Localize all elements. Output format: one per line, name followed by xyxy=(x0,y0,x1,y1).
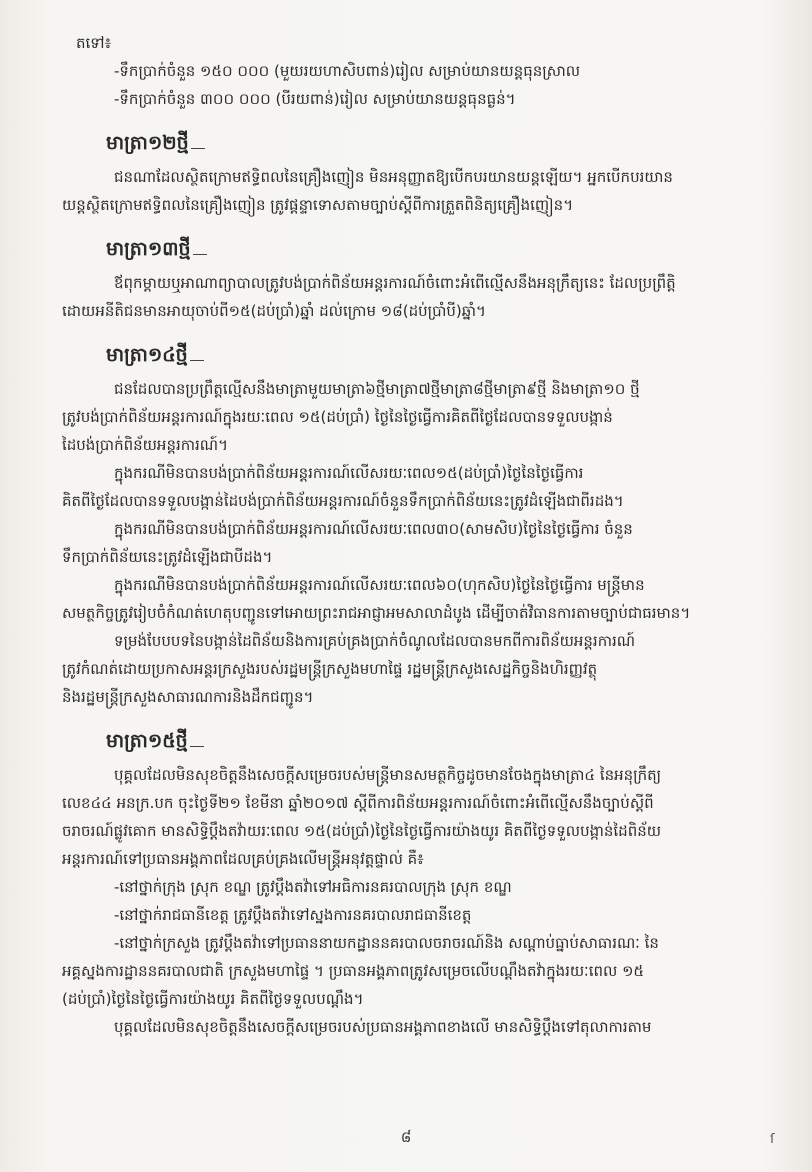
paragraph-line: ត្រូវបង់ប្រាក់ពិន័យអន្តរការណ៍ក្នុងរយៈពេល ១៥(ដប់ប្រាំ) ថ្ងៃនៃថ្ងៃធ្វើការគិតពីថ្ងៃដែលបានទទួលបង្កាន់ xyxy=(62,408,613,426)
paragraph-line: សមត្ថកិច្ចត្រូវរៀបចំកំណត់ហេតុបញ្ជូនទៅអោយព្រះរាជអាជ្ញាអមសាលាដំបូង ដើម្បីចាត់វិធានការតាមច្បាប់ជាធរមាន។ xyxy=(62,604,691,622)
paragraph-line: ទឹកប្រាក់ពិន័យនេះត្រូវដំឡើងជាបីដង។ xyxy=(62,548,273,566)
paragraph-line: -នៅថ្នាក់ក្រសួង ត្រូវប្តឹងតវ៉ាទៅប្រធាននាយកដ្ឋាននគរបាលចរាចរណ៍និង សណ្តាប់ធ្នាប់សាធារណៈ នៃ xyxy=(114,934,659,952)
paragraph-line: ជនដែលបានប្រព្រឹត្តល្មើសនឹងមាត្រាមួយមាត្រា៦ថ្មីមាត្រា៧ថ្មីមាត្រា៨ថ្មីមាត្រា៩ថ្មី និងមាត្រា១០ ថ្មី xyxy=(114,380,640,398)
heading-underline xyxy=(190,746,204,747)
bullet-item-2: -ទឹកប្រាក់ចំនួន ៣០០ ០០០ (បីរយពាន់)រៀល សម្រាប់យានយន្តធុនធ្ងន់។ xyxy=(114,90,516,108)
heading-underline xyxy=(191,148,205,149)
heading-underline xyxy=(190,360,204,361)
paragraph-line: ទម្រង់បែបបទនៃបង្កាន់ដៃពិន័យនិងការគ្រប់គ្រងប្រាក់ចំណូលដែលបានមកពីការពិន័យអន្តរការណ៍ xyxy=(114,632,636,650)
paragraph-line: បុគ្គលដែលមិនសុខចិត្តនឹងសេចក្តីសម្រេចរបស់មន្ត្រីមានសមត្ថកិច្ចដូចមានចែងក្នុងមាត្រា៤ នៃអនុក្រឹត្យ xyxy=(114,766,662,784)
document-body xyxy=(62,30,762,1042)
paragraph-line: ជនណាដែលស្ថិតក្រោមឥទ្ធិពលនៃគ្រឿងញៀន មិនអនុញ្ញាតឱ្យបើកបរយានយន្តឡើយ។ អ្នកបើកបរយាន xyxy=(114,168,673,186)
paragraph-line: ឪពុកម្តាយឬអាណាព្យាបាលត្រូវបង់ប្រាក់ពិន័យអន្តរការណ៍ចំពោះអំពើល្មើសនឹងអនុក្រឹត្យនេះ ដែលប្រព្រឹត្តិ xyxy=(114,274,676,292)
bullet-item-1: -ទឹកប្រាក់ចំនួន ១៥០ ០០០ (មួយរយហាសិបពាន់)រៀល សម្រាប់យានយន្តធុនស្រាល xyxy=(114,62,581,80)
paragraph-line: ក្នុងករណីមិនបានបង់ប្រាក់ពិន័យអន្តរការណ៍លើសរយៈពេល១៥(ដប់ប្រាំ)ថ្ងៃនៃថ្ងៃធ្វើការ xyxy=(114,464,584,482)
page-number: ៨ xyxy=(400,1128,412,1146)
paragraph-line: និងរដ្ឋមន្ត្រីក្រសួងសាធារណការនិងដឹកជញ្ជូន។ xyxy=(62,688,314,706)
paragraph-line: លេខ៤៤ អនក្រ.បក ចុះថ្ងៃទី២១ ខែមីនា ឆ្នាំ២០១៧ ស្តីពីការពិន័យអន្តរការណ៍ចំពោះអំពើល្មើសនឹងច្បាប់ស្តីពី xyxy=(62,794,654,812)
paragraph-line: យន្តស្ថិតក្រោមឥទ្ធិពលនៃគ្រឿងញៀន ត្រូវផ្តន្ទាទោសតាមច្បាប់ស្តីពីការត្រួតពិនិត្យគ្រឿងញៀន។ xyxy=(62,196,574,214)
section-heading-text: មាត្រា១២ថ្មី xyxy=(106,132,189,154)
section-heading xyxy=(106,128,762,158)
section-heading xyxy=(106,726,762,756)
margin-mark: ſ xyxy=(770,1132,775,1147)
section-heading-text: មាត្រា១៤ថ្មី xyxy=(106,344,188,366)
paragraph-line: -នៅថ្នាក់ក្រុង ស្រុក ខណ្ឌ ត្រូវប្តឹងតវ៉ាទៅអធិការនគរបាលក្រុង ស្រុក ខណ្ឌ xyxy=(114,878,512,896)
paragraph-line: អគ្គស្នងការដ្ឋាននគរបាលជាតិ ក្រសួងមហាផ្ទៃ ។ ប្រធានអង្គភាពត្រូវសម្រេចលើបណ្តឹងតវ៉ាក្នុងរយៈពេល ១៥ xyxy=(62,962,645,980)
intro-label: តទៅ៖ xyxy=(76,34,112,52)
paragraph-line: ដៃបង់ប្រាក់ពិន័យអន្តរការណ៍។ xyxy=(62,436,228,454)
sections-container xyxy=(62,128,762,1040)
section-heading xyxy=(106,340,762,370)
paragraph-line: អន្តរការណ៍ទៅប្រធានអង្គភាពដែលគ្រប់គ្រងលើមន្ត្រីអនុវត្តផ្ទាល់ គឺ៖ xyxy=(62,850,424,868)
paragraph-line: -នៅថ្នាក់រាជធានីខេត្ត ត្រូវប្តឹងតវ៉ាទៅស្នងការនគរបាលរាជធានីខេត្ត xyxy=(114,906,472,924)
paragraph-line: ត្រូវកំណត់ដោយប្រកាសអន្តរក្រសួងរបស់រដ្ឋមន្ត្រីក្រសួងមហាផ្ទៃ រដ្ឋមន្ត្រីក្រសួងសេដ្ឋកិច្ចនិងហិរញ្ញវត្ថុ xyxy=(62,660,598,678)
paragraph-line: បុគ្គលដែលមិនសុខចិត្តនឹងសេចក្តីសម្រេចរបស់ប្រធានអង្គភាពខាងលើ មានសិទ្ធិប្តឹងទៅតុលាការតាម xyxy=(114,1018,652,1036)
section-heading-text: មាត្រា១៥ថ្មី xyxy=(106,730,188,752)
paragraph-line: ក្នុងករណីមិនបានបង់ប្រាក់ពិន័យអន្តរការណ៍លើសរយៈពេល៦០(ហុកសិប)ថ្ងៃនៃថ្ងៃធ្វើការ មន្ត្រីមាន xyxy=(114,576,645,594)
section-heading xyxy=(106,234,762,264)
paragraph-line: ក្នុងករណីមិនបានបង់ប្រាក់ពិន័យអន្តរការណ៍លើសរយៈពេល៣០(សាមសិប)ថ្ងៃនៃថ្ងៃធ្វើការ ចំនួន xyxy=(114,520,633,538)
section-heading-text: មាត្រា១៣ថ្មី xyxy=(106,238,191,260)
paragraph-line: គិតពីថ្ងៃដែលបានទទួលបង្កាន់ដៃបង់ប្រាក់ពិន័យអន្តរការណ៍ចំនួនទឹកប្រាក់ពិន័យនេះត្រូវដំឡើងជាពីរដង។ xyxy=(62,492,624,510)
paragraph-line: ចរាចរណ៍ផ្លូវគោក មានសិទ្ធិប្តឹងតវ៉ាយរៈពេល ១៥(ដប់ប្រាំ)ថ្ងៃនៃថ្ងៃធ្វើការយ៉ាងយូរ គិតពីថ្ងៃទទួលបង្កាន់ដៃពិន័យ xyxy=(62,822,662,840)
paragraph-line: (ដប់ប្រាំ)ថ្ងៃនៃថ្ងៃធ្វើការយ៉ាងយូរ គិតពីថ្ងៃទទួលបណ្តឹង។ xyxy=(62,990,364,1008)
heading-underline xyxy=(193,254,207,255)
paragraph-line: ដោយអនីតិជនមានអាយុចាប់ពី១៥(ដប់ប្រាំ)ឆ្នាំ ដល់ក្រោម ១៨(ដប់ប្រាំបី)ឆ្នាំ។ xyxy=(62,302,486,320)
